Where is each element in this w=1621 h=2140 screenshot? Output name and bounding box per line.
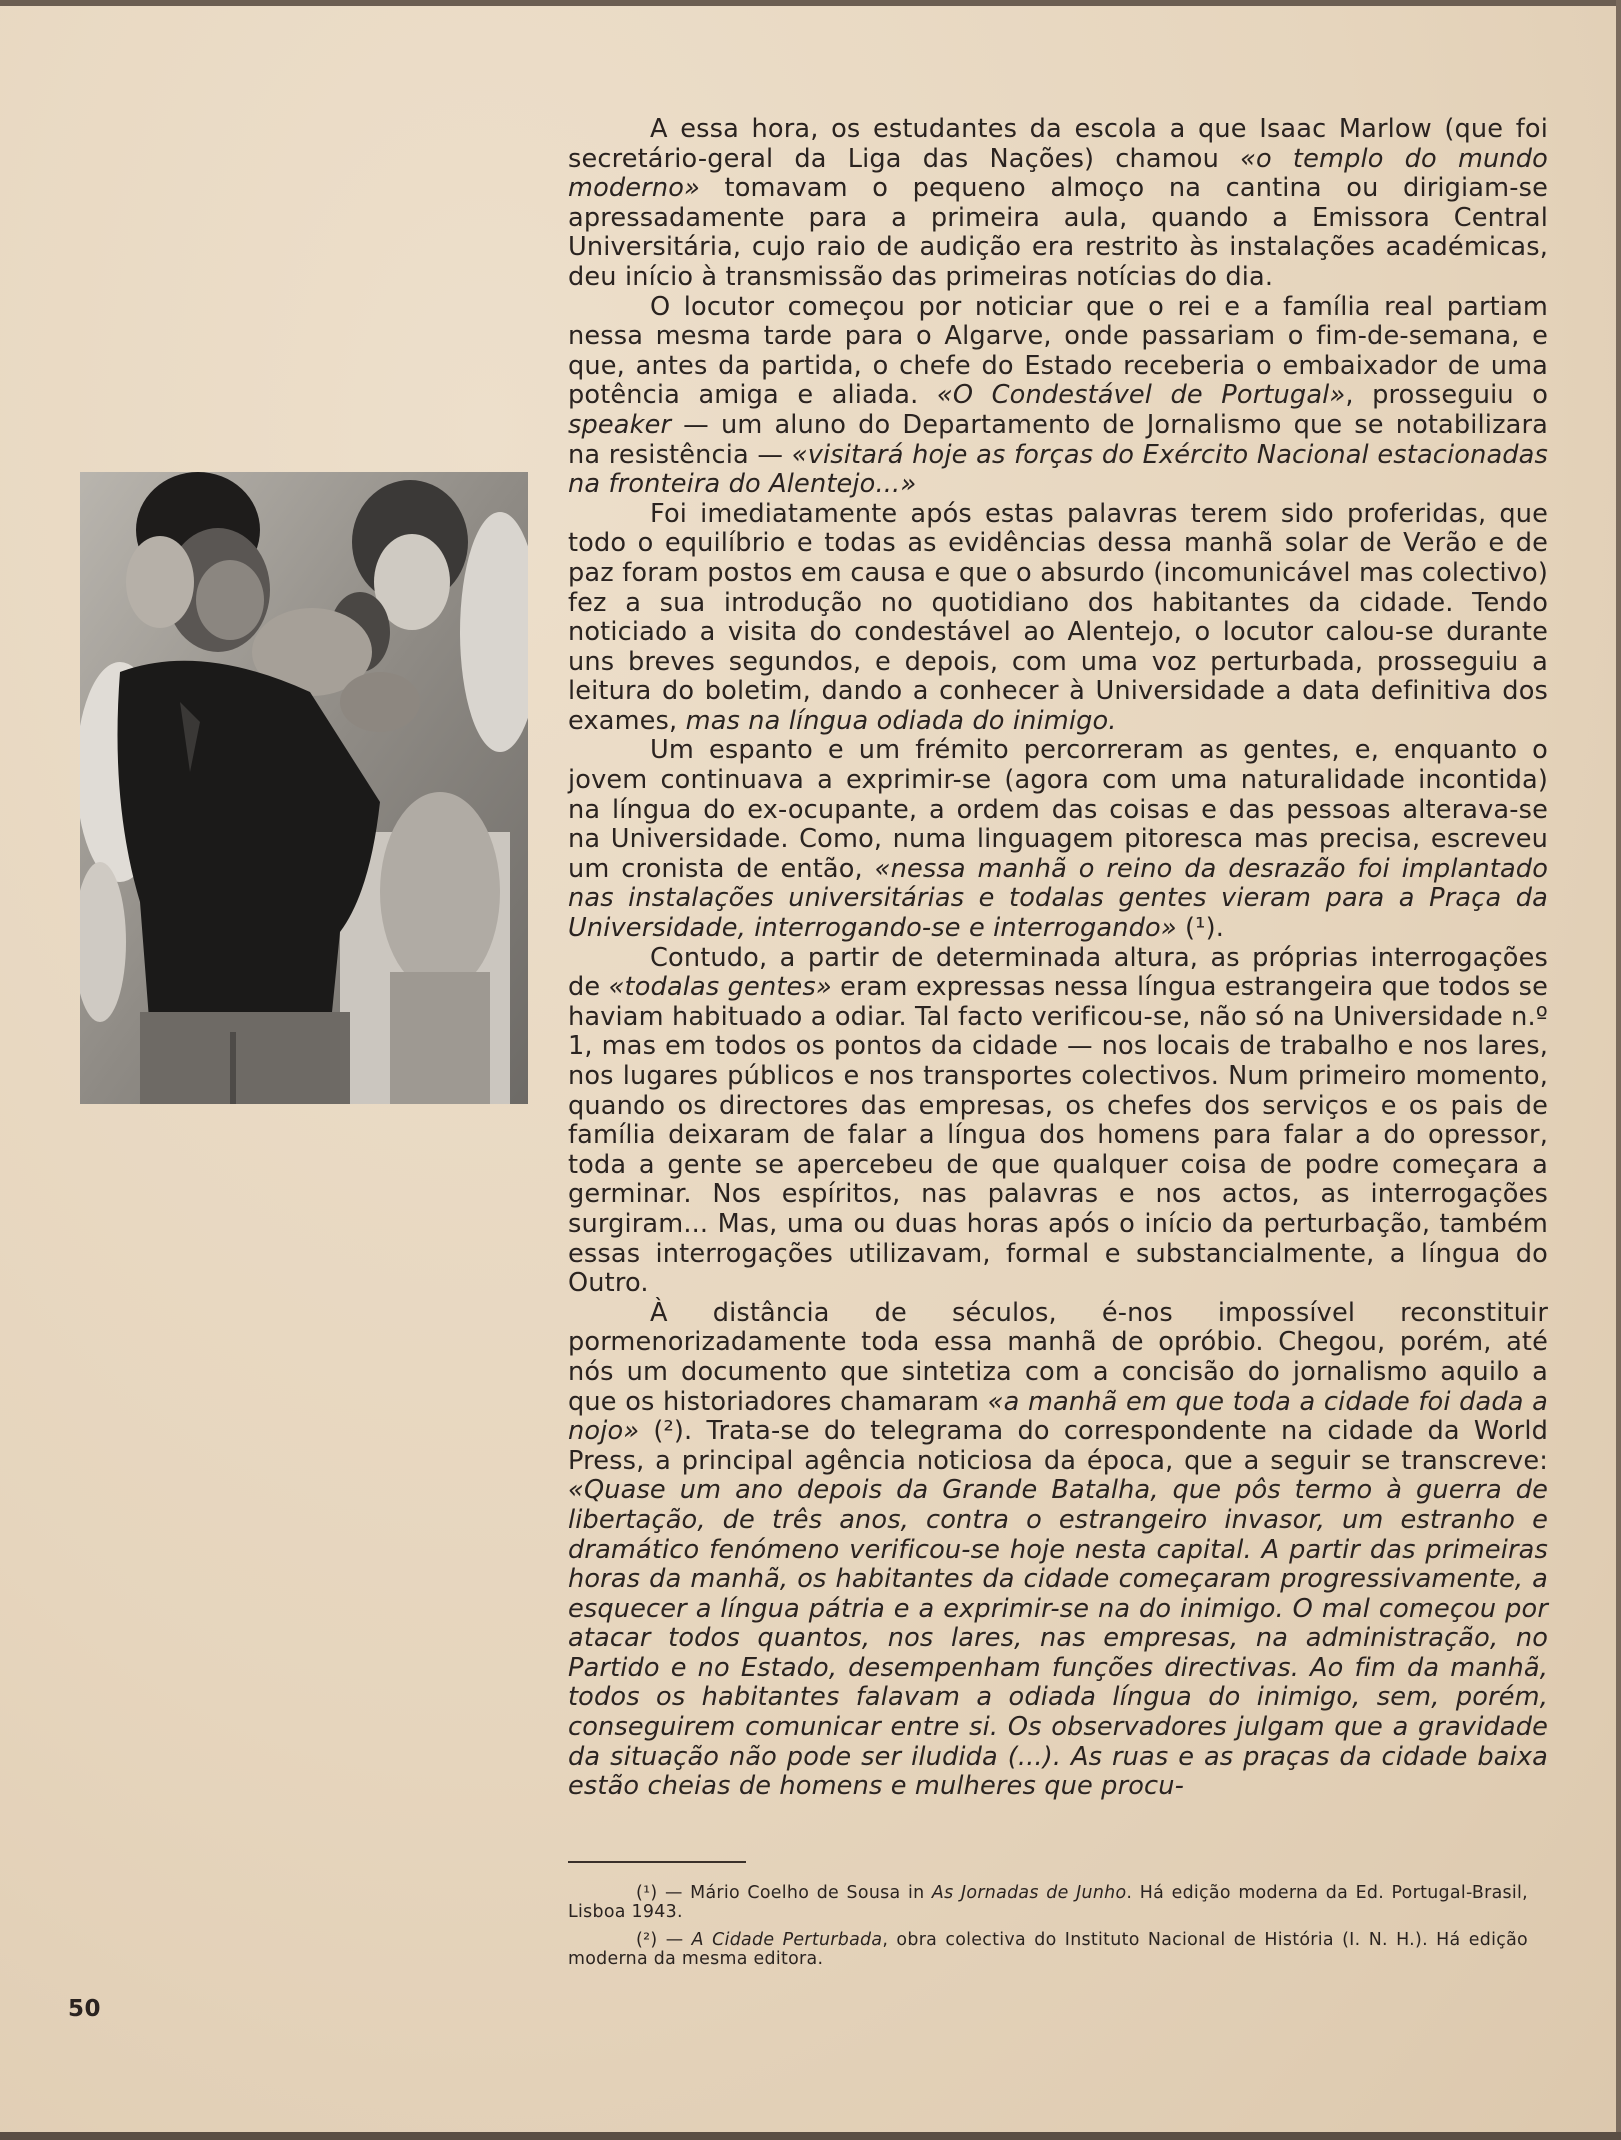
text-segment: O locutor começou por noticiar que o rei e a família real partiam nessa mesma tarde para o Algarve, onde passariam o fim-de-semana, e que, antes da partida, o chefe do Estado receberia o embaixador de uma potência amiga e aliada. xyxy=(568,291,1548,411)
italic-text: «todalas gentes» xyxy=(608,972,832,1003)
text-segment: . Há edição moderna da Ed. Portugal-Brasil, Lisboa 1943. xyxy=(568,1883,1528,1922)
text-segment: Um espanto e um frémito percorreram as gentes, e, enquanto o jovem continuava a exprimir-se (agora com uma naturalidade incontida) na língua do ex-ocupante, a ordem das coisas e das pessoas alterava-se na Universidade. Como, numa linguagem pitoresca mas precisa, escreveu um cronista de então, xyxy=(568,735,1548,884)
footnote xyxy=(568,1884,1528,1922)
text-segment: tomavam o pequeno almoço na cantina ou dirigiam-se apressadamente para a primeira aula, quando a Emissora Central Universitária, cujo raio de audição era restrito às instalações académicas, deu início à transmissão das primeiras notícias do dia. xyxy=(568,173,1548,292)
paragraph xyxy=(568,1299,1548,1802)
italic-text: speaker xyxy=(568,409,672,440)
text-segment: A essa hora, os estudantes da escola a que Isaac Marlow (que foi secretário-geral da Liga das Nações) chamou xyxy=(568,114,1548,174)
text-segment: (¹). xyxy=(1176,913,1225,944)
page-edge-top xyxy=(0,0,1621,6)
text-segment: — um aluno do Departamento de Jornalismo que se notabilizara na resistência — xyxy=(568,409,1548,470)
text-segment: Contudo, a partir de determinada altura, as próprias interrogações de xyxy=(568,942,1548,1003)
crowd-photo-image xyxy=(80,472,528,1104)
italic-text: mas na língua odiada do inimigo. xyxy=(685,705,1117,736)
footnote xyxy=(568,1931,1528,1969)
text-segment: , obra colectiva do Instituto Nacional de História (I. N. H.). Há edição moderna da mesma editora. xyxy=(568,1930,1529,1969)
article-body xyxy=(568,115,1548,1802)
italic-text: «a manhã em que toda a cidade foi dada a nojo» xyxy=(568,1386,1548,1447)
italic-text: A Cidade Perturbada xyxy=(691,1930,883,1950)
text-segment: (²). Trata-se do telegrama do correspondente na cidade da World Press, a principal agência noticiosa da época, que a seguir se transcreve: xyxy=(568,1416,1548,1476)
italic-text: «O Condestável de Portugal» xyxy=(936,380,1346,411)
paragraph xyxy=(568,736,1548,943)
paragraph xyxy=(568,115,1548,293)
text-segment: (¹) — Mário Coelho de Sousa in xyxy=(636,1883,932,1903)
paragraph xyxy=(568,293,1548,500)
italic-text: «visitará hoje as forças do Exército Nacional estacionadas na fronteira do Alentejo...» xyxy=(568,439,1549,500)
italic-text: «o templo do mundo moderno» xyxy=(568,143,1548,204)
paragraph xyxy=(568,944,1548,1299)
text-segment: À distância de séculos, é-nos impossível reconstituir pormenorizadamente toda essa manhã de opróbio. Chegou, porém, até nós um documento que sintetiza com a concisão do jornalismo aquilo a que os historiadores chamaram xyxy=(568,1297,1548,1417)
footnotes xyxy=(568,1884,1528,1978)
paragraph xyxy=(568,500,1548,737)
photo xyxy=(80,472,528,1104)
footnote-divider xyxy=(568,1861,746,1863)
text-segment: Foi imediatamente após estas palavras terem sido proferidas, que todo o equilíbrio e todas as evidências dessa manhã solar de Verão e de paz foram postos em causa e que o absurdo (incomunicável mas colectivo) fez a sua introdução no quotidiano dos habitantes da cidade. Tendo noticiado a visita do condestável ao Alentejo, o locutor calou-se durante uns breves segundos, e depois, com uma voz perturbada, prosseguiu a leitura do boletim, dando a conhecer à Universidade a data definitiva dos exames, xyxy=(568,498,1548,736)
text-segment: (²) — xyxy=(636,1930,692,1950)
page-edge-bottom xyxy=(0,2132,1621,2140)
italic-text: «nessa manhã o reino da desrazão foi implantado nas instalações universitárias e todalas gentes vieram para a Praça da Universidade, interrogando-se e interrogando» xyxy=(568,853,1549,944)
italic-text: «Quase um ano depois da Grande Batalha, que pôs termo à guerra de libertação, de três anos, contra o estrangeiro invasor, um estranho e dramático fenómeno verificou-se hoje nesta capital. A partir das primeiras horas da manhã, os habitantes da cidade começaram progressivamente, a esquecer a língua pátria e a exprimir-se na do inimigo. O mal começou por atacar todos quantos, nos lares, nas empresas, na administração, no Partido e no Estado, desempenham funções directivas. Ao fim da manhã, todos os habitantes falavam a odiada língua do inimigo, sem, porém, conseguirem comunicar entre si. Os observadores julgam que a gravidade da situação não pode ser iludida (...). As ruas e as praças da cidade baixa estão cheias de homens e mulheres que procu- xyxy=(568,1475,1548,1802)
page-edge-right xyxy=(1616,0,1621,2140)
text-segment: , prosseguiu o xyxy=(1345,380,1549,411)
page-number: 50 xyxy=(68,1996,102,2022)
italic-text: As Jornadas de Junho xyxy=(931,1883,1127,1903)
text-segment: eram expressas nessa língua estrangeira que todos se haviam habituado a odiar. Tal facto verificou-se, não só na Universidade n.º 1, mas em todos os pontos da cidade — nos locais de trabalho e nos lares, nos lugares públicos e nos transportes colectivos. Num primeiro momento, quando os directores das empresas, os chefes dos serviços e os pais de família deixaram de falar a língua dos homens para falar a do opressor, toda a gente se apercebeu de que qualquer coisa de podre começara a germinar. Nos espíritos, nas palavras e nos actos, as interrogações surgiram... Mas, uma ou duas horas após o início da perturbação, também essas interrogações utilizavam, formal e substancialmente, a língua do Outro. xyxy=(568,972,1548,1299)
